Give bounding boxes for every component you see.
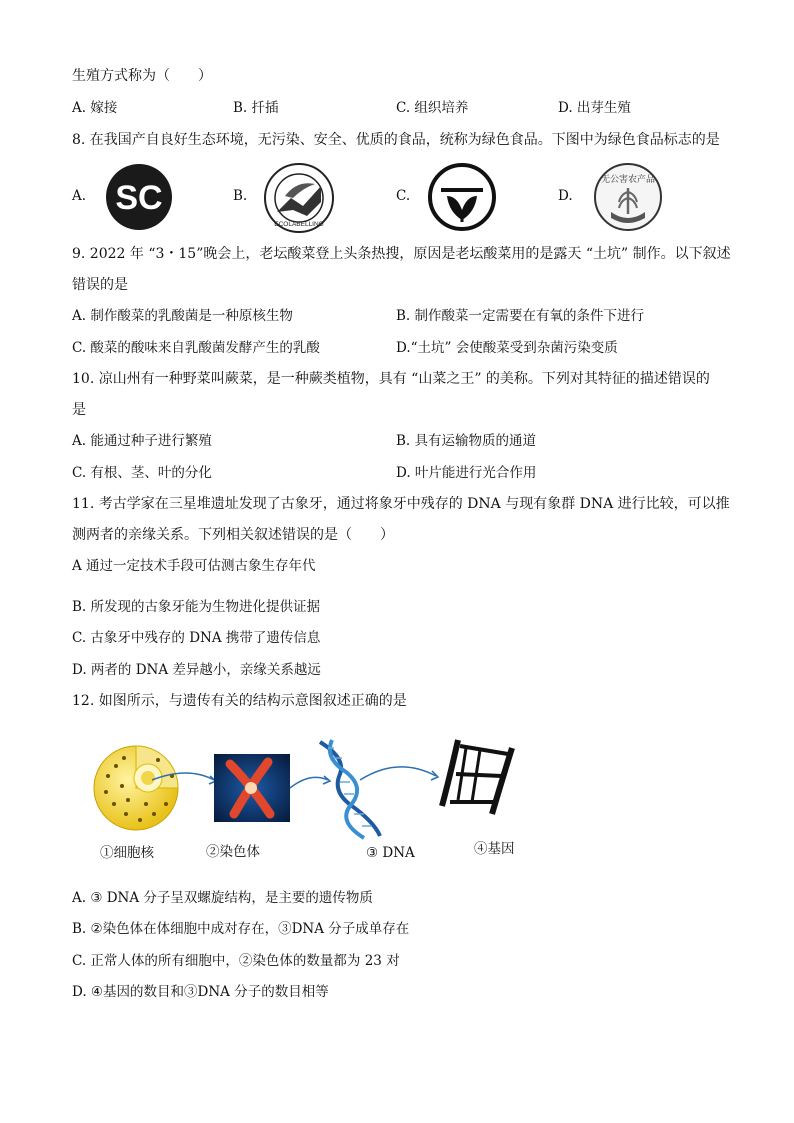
q7-option-a: A. 嫁接 [72, 100, 118, 116]
q8-stem: 8. 在我国产自良好生态环境，无污染、安全、优质的食品，统称为绿色食品。下图中为绿色食品标志的是 [72, 132, 720, 148]
q11-option-a: A 通过一定技术手段可估测古象生存年代 [72, 558, 316, 574]
q12-option-d: D. ④基因的数目和③DNA 分子的数目相等 [72, 984, 329, 1000]
q10-stem-line2: 是 [72, 402, 86, 418]
pollution-free-logo-icon [593, 162, 663, 232]
heredity-diagram [88, 736, 528, 840]
q10-stem-line1: 10. 凉山州有一种野菜叫蕨菜，是一种蕨类植物，具有 “山菜之王” 的美称。下列对其特征的描述错误的 [72, 371, 710, 387]
caption-chromosome: ②染色体 [206, 844, 260, 860]
q8-option-d-letter: D. [558, 188, 573, 204]
q9-option-d: D.“土坑” 会使酸菜受到杂菌污染变质 [396, 340, 618, 356]
sc-logo-icon [104, 162, 174, 232]
q12-option-a: A. ③ DNA 分子呈双螺旋结构，是主要的遗传物质 [72, 890, 373, 906]
chromosome-icon [214, 754, 290, 822]
q9-option-a: A. 制作酸菜的乳酸菌是一种原核生物 [72, 308, 293, 324]
q9-option-c: C. 酸菜的酸味来自乳酸菌发酵产生的乳酸 [72, 340, 320, 356]
caption-dna: ③ DNA [366, 845, 415, 861]
q11-option-d: D. 两者的 DNA 差异越小，亲缘关系越远 [72, 662, 321, 678]
q10-option-c: C. 有根、茎、叶的分化 [72, 465, 212, 481]
q9-stem-line1: 9. 2022 年 “3・15”晚会上，老坛酸菜登上头条热搜，原因是老坛酸菜用的是露天 “土坑” 制作。以下叙述 [72, 246, 731, 262]
dna-helix-icon [320, 740, 380, 838]
q9-stem-line2: 错误的是 [72, 277, 128, 293]
q10-option-d: D. 叶片能进行光合作用 [396, 465, 537, 481]
cell-nucleus-icon [94, 746, 178, 830]
q9-option-b: B. 制作酸菜一定需要在有氧的条件下进行 [396, 308, 645, 324]
q8-option-b-letter: B. [233, 188, 248, 204]
pollution-free-logo-text: 无公害农产品 [600, 175, 656, 185]
q10-option-a: A. 能通过种子进行繁殖 [72, 433, 212, 449]
q7-option-d: D. 出芽生殖 [558, 100, 631, 116]
q10-option-b: B. 具有运输物质的通道 [396, 433, 537, 449]
sc-logo-text: SC [115, 179, 163, 217]
caption-nucleus: ①细胞核 [100, 845, 154, 861]
q7-option-b: B. 扦插 [233, 100, 279, 116]
gene-segment-icon [442, 740, 512, 814]
q11-stem-line1: 11. 考古学家在三星堆遗址发现了古象牙，通过将象牙中残存的 DNA 与现有象群 DNA 进行比较，可以推 [72, 496, 730, 512]
green-food-logo-icon [427, 162, 497, 232]
q12-stem: 12. 如图所示，与遗传有关的结构示意图叙述正确的是 [72, 693, 407, 709]
q12-option-c: C. 正常人体的所有细胞中，②染色体的数量都为 23 对 [72, 953, 400, 969]
caption-gene: ④基因 [474, 841, 515, 857]
q11-stem-line2: 测两者的亲缘关系。下列相关叙述错误的是（ ） [72, 527, 394, 543]
q12-option-b: B. ②染色体在体细胞中成对存在，③DNA 分子成单存在 [72, 921, 410, 937]
ecolabel-logo-icon [263, 162, 335, 234]
q8-option-c-letter: C. [396, 188, 411, 204]
q7-option-c: C. 组织培养 [396, 100, 469, 116]
q11-option-b: B. 所发现的古象牙能为生物进化提供证据 [72, 599, 321, 615]
ecolabel-logo-text: ECOLABELLING [274, 221, 324, 228]
q8-option-a-letter: A. [72, 188, 87, 204]
q11-option-c: C. 古象牙中残存的 DNA 携带了遗传信息 [72, 630, 321, 646]
q7-stem-tail: 生殖方式称为（ ） [72, 68, 212, 84]
